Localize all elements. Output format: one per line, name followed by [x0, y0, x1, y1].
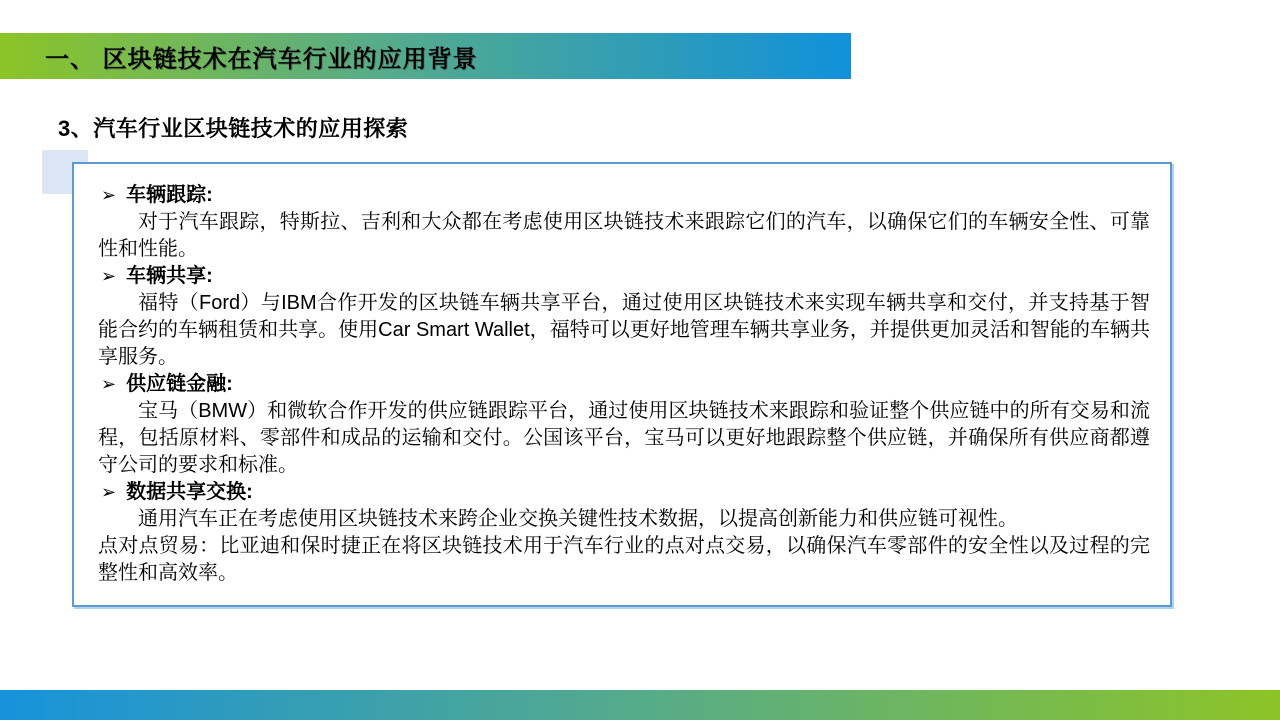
section-heading-label: 车辆跟踪: [126, 184, 213, 206]
section-heading-label: 车辆共享: [126, 265, 213, 287]
section-vehicle-tracking [98, 182, 1150, 263]
section-paragraph: 对于汽车跟踪，特斯拉、吉利和大众都在考虑使用区块链技术来跟踪它们的汽车，以确保它们的车辆安全性、可靠性和性能。 [98, 211, 1150, 260]
section-paragraph: 宝马（BMW）和微软合作开发的供应链跟踪平台，通过使用区块链技术来跟踪和验证整个供应链中的所有交易和流程，包括原材料、零部件和成品的运输和交付。公国该平台，宝马可以更好地跟踪整个供应链，并确保所有供应商都遵守公司的要求和标准。 [98, 400, 1150, 476]
section-paragraph: 点对点贸易：比亚迪和保时捷正在将区块链技术用于汽车行业的点对点交易，以确保汽车零部件的安全性以及过程的完整性和高效率。 [98, 535, 1150, 584]
arrow-bullet-icon: ➢ [101, 185, 117, 205]
section-header-bar [0, 33, 851, 79]
section-heading-label: 供应链金融: [126, 373, 233, 395]
section-supply-chain-finance [98, 371, 1150, 479]
section-paragraph: 通用汽车正在考虑使用区块链技术来跨企业交换关键性技术数据，以提高创新能力和供应链可视性。 [138, 508, 1018, 530]
slide-subtitle: 3、汽车行业区块链技术的应用探索 [58, 116, 409, 141]
section-heading [98, 263, 1150, 290]
footer-bar [0, 690, 1280, 720]
section-data-sharing-exchange [98, 479, 1150, 587]
content-box [72, 162, 1172, 607]
section-paragraph: 福特（Ford）与IBM合作开发的区块链车辆共享平台，通过使用区块链技术来实现车辆共享和交付，并支持基于智能合约的车辆租赁和共享。使用Car Smart Wallet，福特可以更好地管理车辆共享业务，并提供更加灵活和智能的车辆共享服务。 [98, 292, 1150, 368]
section-vehicle-sharing [98, 263, 1150, 371]
arrow-bullet-icon: ➢ [101, 482, 117, 502]
section-heading [98, 182, 1150, 209]
section-heading [98, 479, 1150, 506]
section-header-title: 一、 区块链技术在汽车行业的应用背景 [45, 45, 478, 73]
section-heading-label: 数据共享交换: [126, 481, 253, 503]
section-heading [98, 371, 1150, 398]
arrow-bullet-icon: ➢ [101, 266, 117, 286]
arrow-bullet-icon: ➢ [101, 374, 117, 394]
